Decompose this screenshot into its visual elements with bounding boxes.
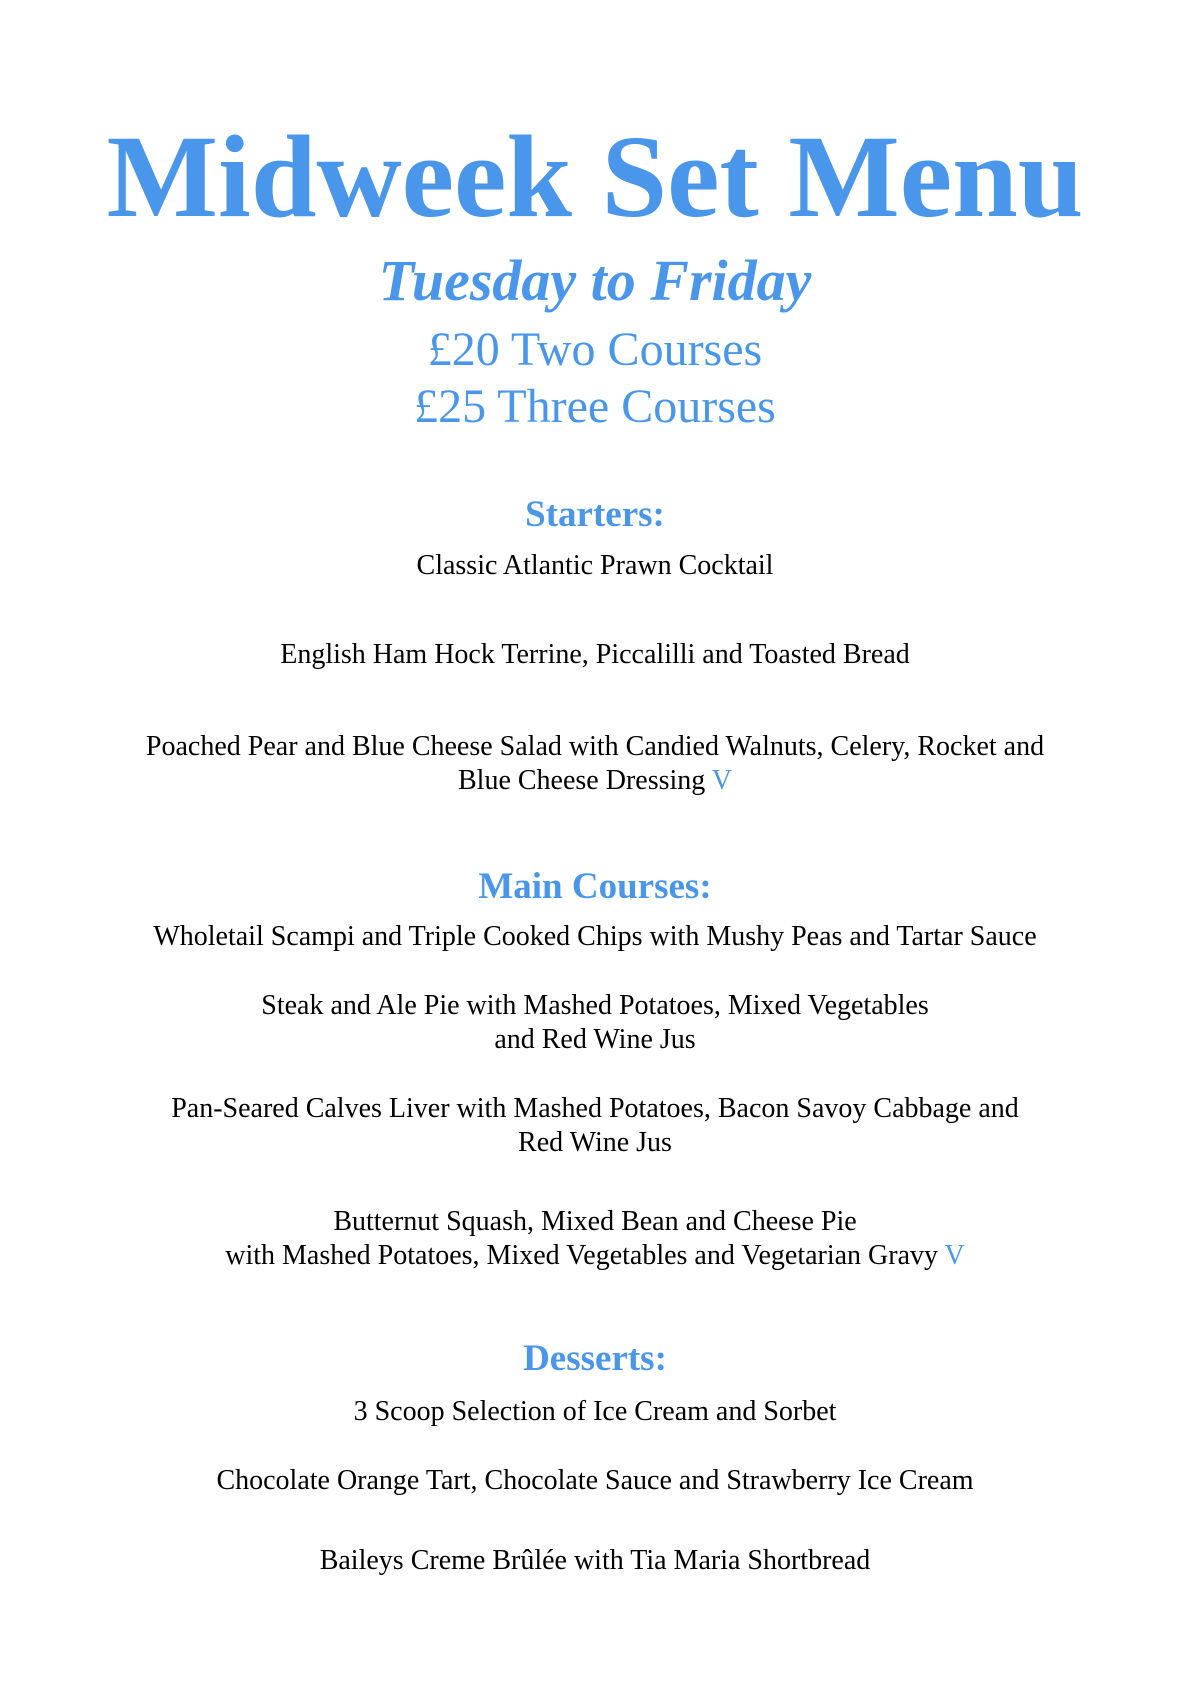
vegetarian-marker: V <box>711 765 733 796</box>
menu-item-text: with Mashed Potatoes, Mixed Vegetables and Vegetarian Gravy <box>225 1240 939 1271</box>
price-three-courses: £25 Three Courses <box>414 380 776 433</box>
menu-item <box>0 1464 1190 1498</box>
menu-item-text: Chocolate Orange Tart, Chocolate Sauce and Strawberry Ice Cream <box>216 1465 974 1496</box>
menu-item-text: Steak and Ale Pie with Mashed Potatoes, Mixed Vegetables <box>261 990 929 1021</box>
price-two-courses: £20 Two Courses <box>427 323 763 376</box>
menu-item-text: Baileys Creme Brûlée with Tia Maria Shortbread <box>319 1545 871 1576</box>
menu-item-text: 3 Scoop Selection of Ice Cream and Sorbet <box>353 1396 837 1427</box>
menu-title: Midweek Set Menu <box>106 111 1084 242</box>
menu-item <box>0 638 1190 672</box>
menu-item <box>0 920 1190 954</box>
menu-item-text: Classic Atlantic Prawn Cocktail <box>416 550 774 581</box>
menu-item <box>0 1205 1190 1273</box>
desserts-heading: Desserts: <box>523 1338 667 1379</box>
menu-item-text: Wholetail Scampi and Triple Cooked Chips with Mushy Peas and Tartar Sauce <box>153 921 1037 952</box>
vegetarian-marker: V <box>944 1240 965 1271</box>
menu-item <box>0 1092 1190 1160</box>
main-courses-heading: Main Courses: <box>478 866 712 907</box>
menu-item-text: Red Wine Jus <box>518 1127 672 1158</box>
menu-item-text: Butternut Squash, Mixed Bean and Cheese Pie <box>333 1206 857 1237</box>
menu-item <box>0 1395 1190 1429</box>
menu-subtitle: Tuesday to Friday <box>378 248 812 313</box>
menu-item <box>0 989 1190 1057</box>
menu-item <box>0 1544 1190 1578</box>
menu-item-text: Blue Cheese Dressing <box>457 765 706 796</box>
menu-item <box>0 549 1190 583</box>
starters-heading: Starters: <box>525 494 665 535</box>
menu-item-text: English Ham Hock Terrine, Piccalilli and Toasted Bread <box>280 639 910 670</box>
menu-item-text: Poached Pear and Blue Cheese Salad with Candied Walnuts, Celery, Rocket and <box>145 731 1045 762</box>
menu-item <box>0 730 1190 798</box>
menu-item-text: and Red Wine Jus <box>494 1024 696 1055</box>
menu-item-text: Pan-Seared Calves Liver with Mashed Potatoes, Bacon Savoy Cabbage and <box>171 1093 1019 1124</box>
